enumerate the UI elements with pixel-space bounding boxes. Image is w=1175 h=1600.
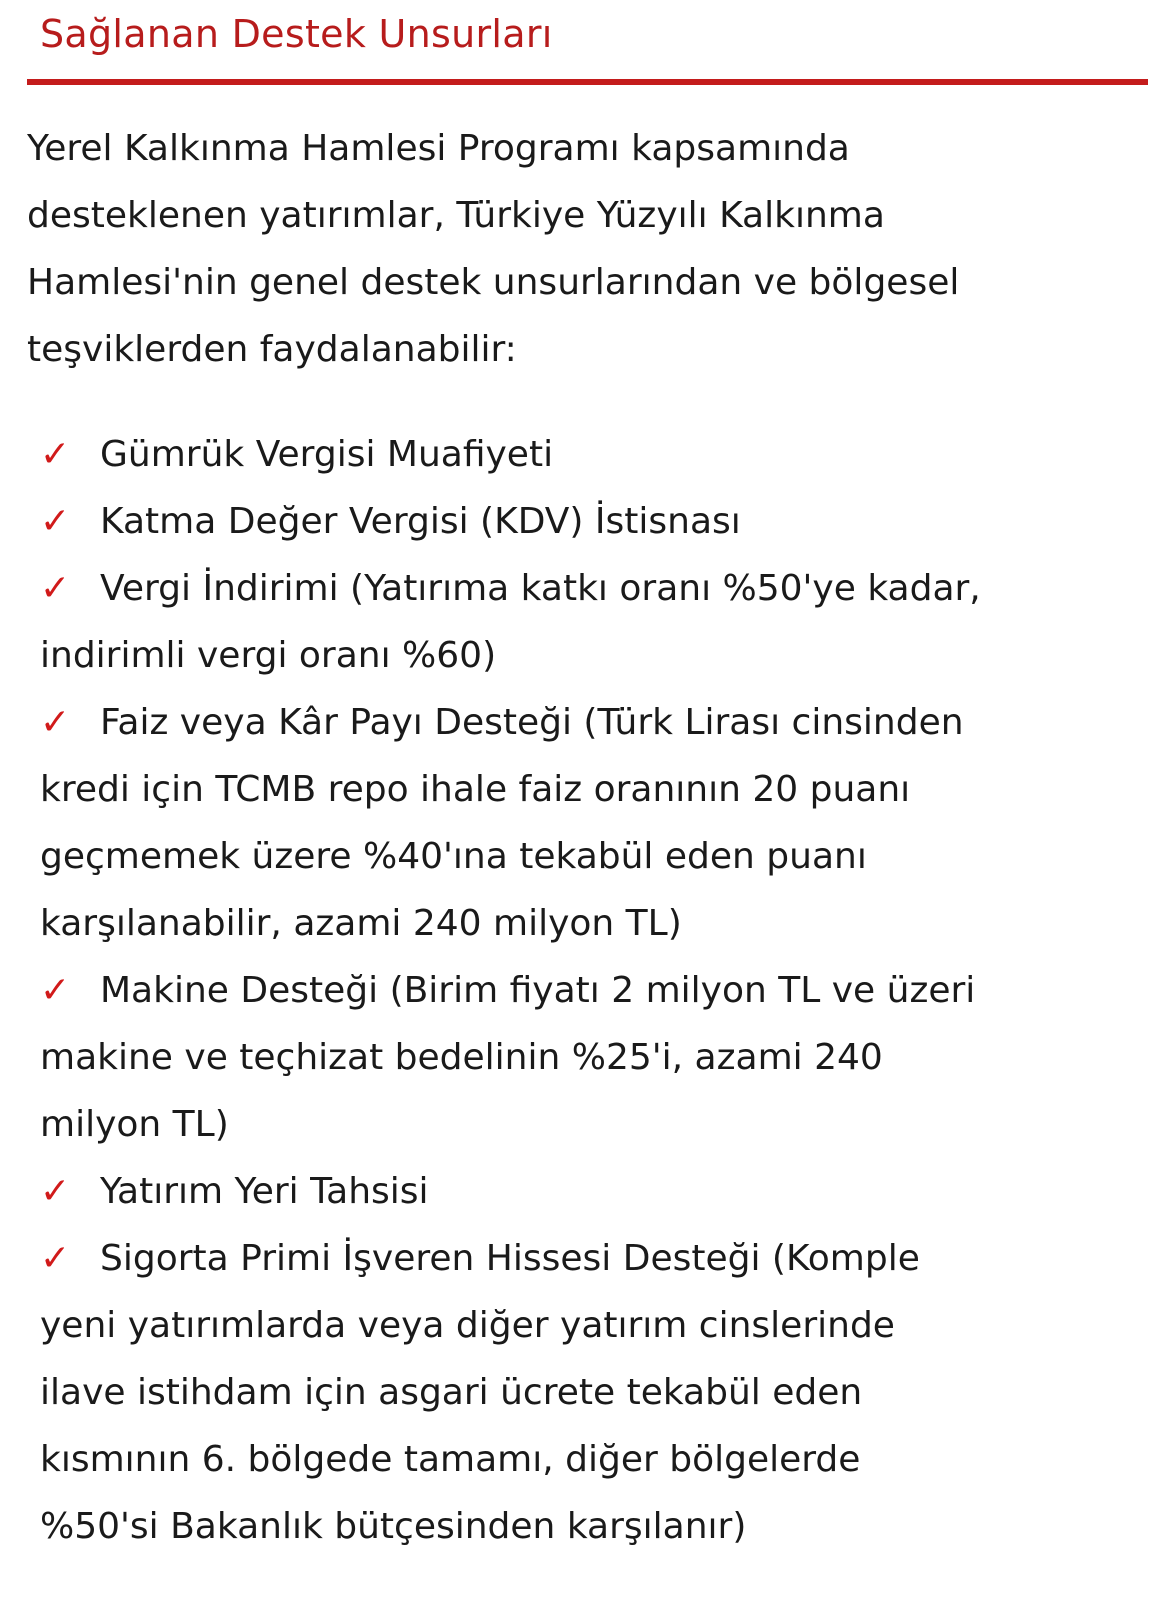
support-text: Vergi İndirimi (Yatırıma katkı oranı %50'ye kadar, <box>100 568 981 609</box>
support-text-continuation: ilave istihdam için asgari ücrete tekabül eden <box>40 1372 863 1413</box>
support-text-continuation: indirimli vergi oranı %60) <box>40 635 497 676</box>
support-text: Sigorta Primi İşveren Hissesi Desteği (Komple <box>100 1238 920 1279</box>
check-icon: ✓ <box>40 434 71 475</box>
intro-line: Yerel Kalkınma Hamlesi Programı kapsamında <box>27 128 850 169</box>
check-icon: ✓ <box>40 702 71 743</box>
check-icon: ✓ <box>40 1238 71 1279</box>
support-text: Yatırım Yeri Tahsisi <box>100 1171 429 1212</box>
support-text-continuation: milyon TL) <box>40 1104 229 1145</box>
intro-line: desteklenen yatırımlar, Türkiye Yüzyılı Kalkınma <box>27 195 885 236</box>
support-item-makine <box>40 957 1160 1158</box>
support-text-continuation: geçmemek üzere %40'ına tekabül eden puanı <box>40 836 867 877</box>
check-icon: ✓ <box>40 1171 71 1212</box>
support-text-continuation: kısmının 6. bölgede tamamı, diğer bölgelerde <box>40 1439 861 1480</box>
support-text-continuation: makine ve teçhizat bedelinin %25'i, azami 240 <box>40 1037 883 1078</box>
check-icon: ✓ <box>40 501 71 542</box>
intro-paragraph <box>27 115 1157 383</box>
support-item-kdv <box>40 488 1160 555</box>
support-text: Gümrük Vergisi Muafiyeti <box>100 434 554 475</box>
support-text: Faiz veya Kâr Payı Desteği (Türk Lirası cinsinden <box>100 702 964 743</box>
support-list <box>40 421 1160 1560</box>
intro-line: Hamlesi'nin genel destek unsurlarından ve bölgesel <box>27 262 960 303</box>
support-item-vergi-indirimi <box>40 555 1160 689</box>
intro-line: teşviklerden faydalanabilir: <box>27 329 517 370</box>
section-title: Sağlanan Destek Unsurları <box>40 12 553 56</box>
support-item-faiz <box>40 689 1160 957</box>
title-divider <box>27 79 1148 85</box>
support-item-sigorta <box>40 1225 1160 1560</box>
support-item-gumruk <box>40 421 1160 488</box>
check-icon: ✓ <box>40 970 71 1011</box>
support-text-continuation: kredi için TCMB repo ihale faiz oranının 20 puanı <box>40 769 911 810</box>
support-text: Makine Desteği (Birim fiyatı 2 milyon TL ve üzeri <box>100 970 976 1011</box>
support-text-continuation: %50'si Bakanlık bütçesinden karşılanır) <box>40 1506 747 1547</box>
support-text: Katma Değer Vergisi (KDV) İstisnası <box>100 501 741 542</box>
support-text-continuation: karşılanabilir, azami 240 milyon TL) <box>40 903 682 944</box>
check-icon: ✓ <box>40 568 71 609</box>
support-text-continuation: yeni yatırımlarda veya diğer yatırım cinslerinde <box>40 1305 895 1346</box>
support-item-yatirim-yeri <box>40 1158 1160 1225</box>
